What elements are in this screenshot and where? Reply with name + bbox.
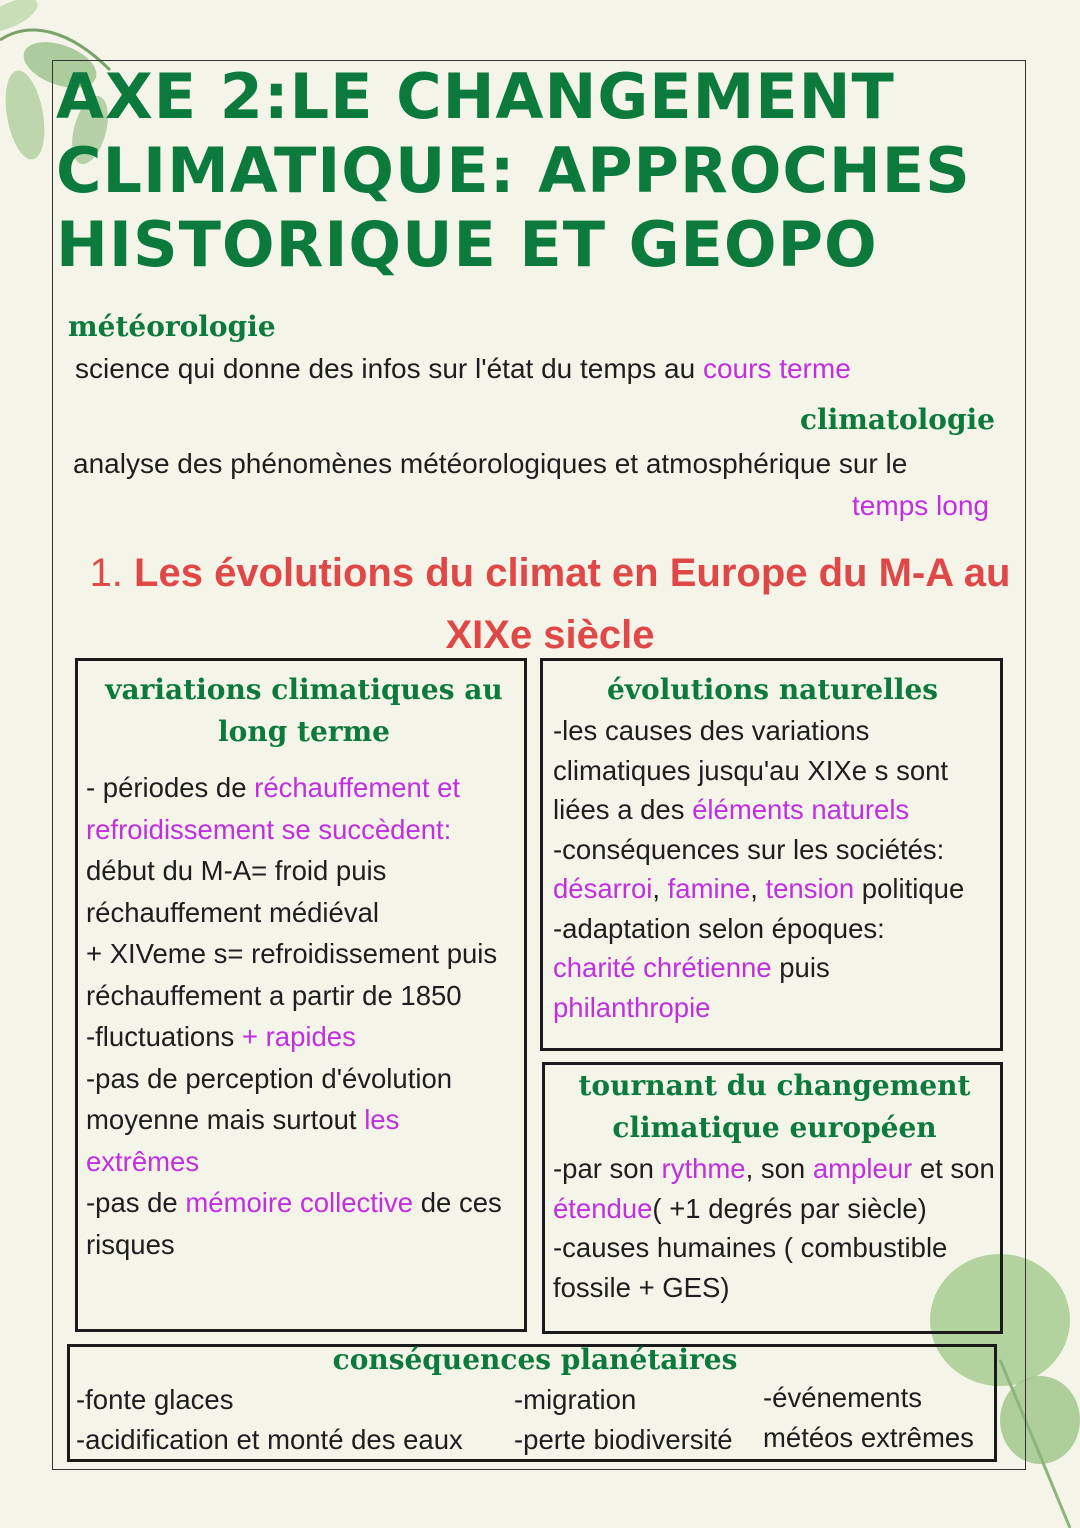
section-number: 1. xyxy=(89,551,123,595)
tournant-line-rythme: -par son rythme, son ampleur et son étendue( +1 degrés par siècle) xyxy=(553,1153,995,1224)
definition-term-meteorologie: météorologie xyxy=(68,310,276,343)
naturelles-line-desarroi: désarroi, famine, tension politique xyxy=(553,873,965,904)
section-title: Les évolutions du climat en Europe du M-A au XIXe siècle xyxy=(134,551,1011,657)
box-consequences-planetaires xyxy=(67,1344,997,1462)
definition-meteo-text: science qui donne des infos sur l'état du temps au xyxy=(75,353,703,384)
box-evolutions-naturelles xyxy=(540,658,1003,1051)
naturelles-line-philanthropie: philanthropie xyxy=(553,991,711,1023)
variations-line-periodes: - périodes de réchauffement et refroidissement se succèdent: xyxy=(86,772,461,845)
consequence-item: -événements xyxy=(763,1382,922,1413)
definition-meteo-highlight: cours terme xyxy=(702,353,851,384)
consequence-item: météos extrêmes xyxy=(763,1422,974,1453)
consequences-col-3 xyxy=(763,1378,974,1458)
box-variations-heading: variations climatiques au long terme xyxy=(105,673,503,748)
box-tournant-changement xyxy=(542,1062,1003,1334)
consequence-item: -acidification et monté des eaux xyxy=(76,1424,463,1455)
box-naturelles-heading: évolutions naturelles xyxy=(606,673,939,706)
variations-line-fluctuations: -fluctuations + rapides xyxy=(86,1021,356,1052)
naturelles-line-consequences: -conséquences sur les sociétés: xyxy=(553,833,945,865)
box-consequences-heading: conséquences planétaires xyxy=(332,1343,738,1376)
definition-text-climatologie: analyse des phénomènes météorologiques et atmosphérique sur le xyxy=(73,448,908,479)
page-title: AXE 2:LE CHANGEMENT CLIMATIQUE: APPROCHES HISTORIQUE ET GEOPO xyxy=(56,60,971,281)
variations-line-perception: -pas de perception d'évolution moyenne mais surtout les extrêmes xyxy=(86,1062,453,1177)
variations-line-debut-ma: début du M-A= froid puis réchauffement médiéval xyxy=(86,855,387,928)
definition-term-climatologie: climatologie xyxy=(799,403,995,436)
naturelles-line-charite: charité chrétienne puis xyxy=(553,952,830,983)
variations-line-memoire: -pas de mémoire collective de ces risques xyxy=(86,1187,502,1260)
consequences-col-1 xyxy=(76,1380,463,1460)
box-tournant-heading: tournant du changement climatique européen xyxy=(578,1069,971,1144)
consequence-item: -perte biodiversité xyxy=(514,1424,733,1455)
variations-line-xiveme: + XIVeme s= refroidissement puis réchauffement a partir de 1850 xyxy=(86,938,498,1011)
section-heading xyxy=(80,542,1020,666)
consequence-item: -migration xyxy=(514,1384,637,1415)
consequences-col-2 xyxy=(514,1380,733,1460)
box-variations-climatiques xyxy=(75,658,527,1332)
tournant-line-causes: -causes humaines ( combustible fossile + GES) xyxy=(553,1232,948,1303)
naturelles-line-adaptation: -adaptation selon époques: xyxy=(553,912,885,944)
naturelles-line-causes: -les causes des variations climatiques jusqu'au XIXe s sont liées a des éléments naturels xyxy=(553,715,949,825)
definition-clima-highlight: temps long xyxy=(852,490,989,521)
consequence-item: -fonte glaces xyxy=(76,1384,234,1415)
definition-text-meteorologie xyxy=(75,348,995,390)
